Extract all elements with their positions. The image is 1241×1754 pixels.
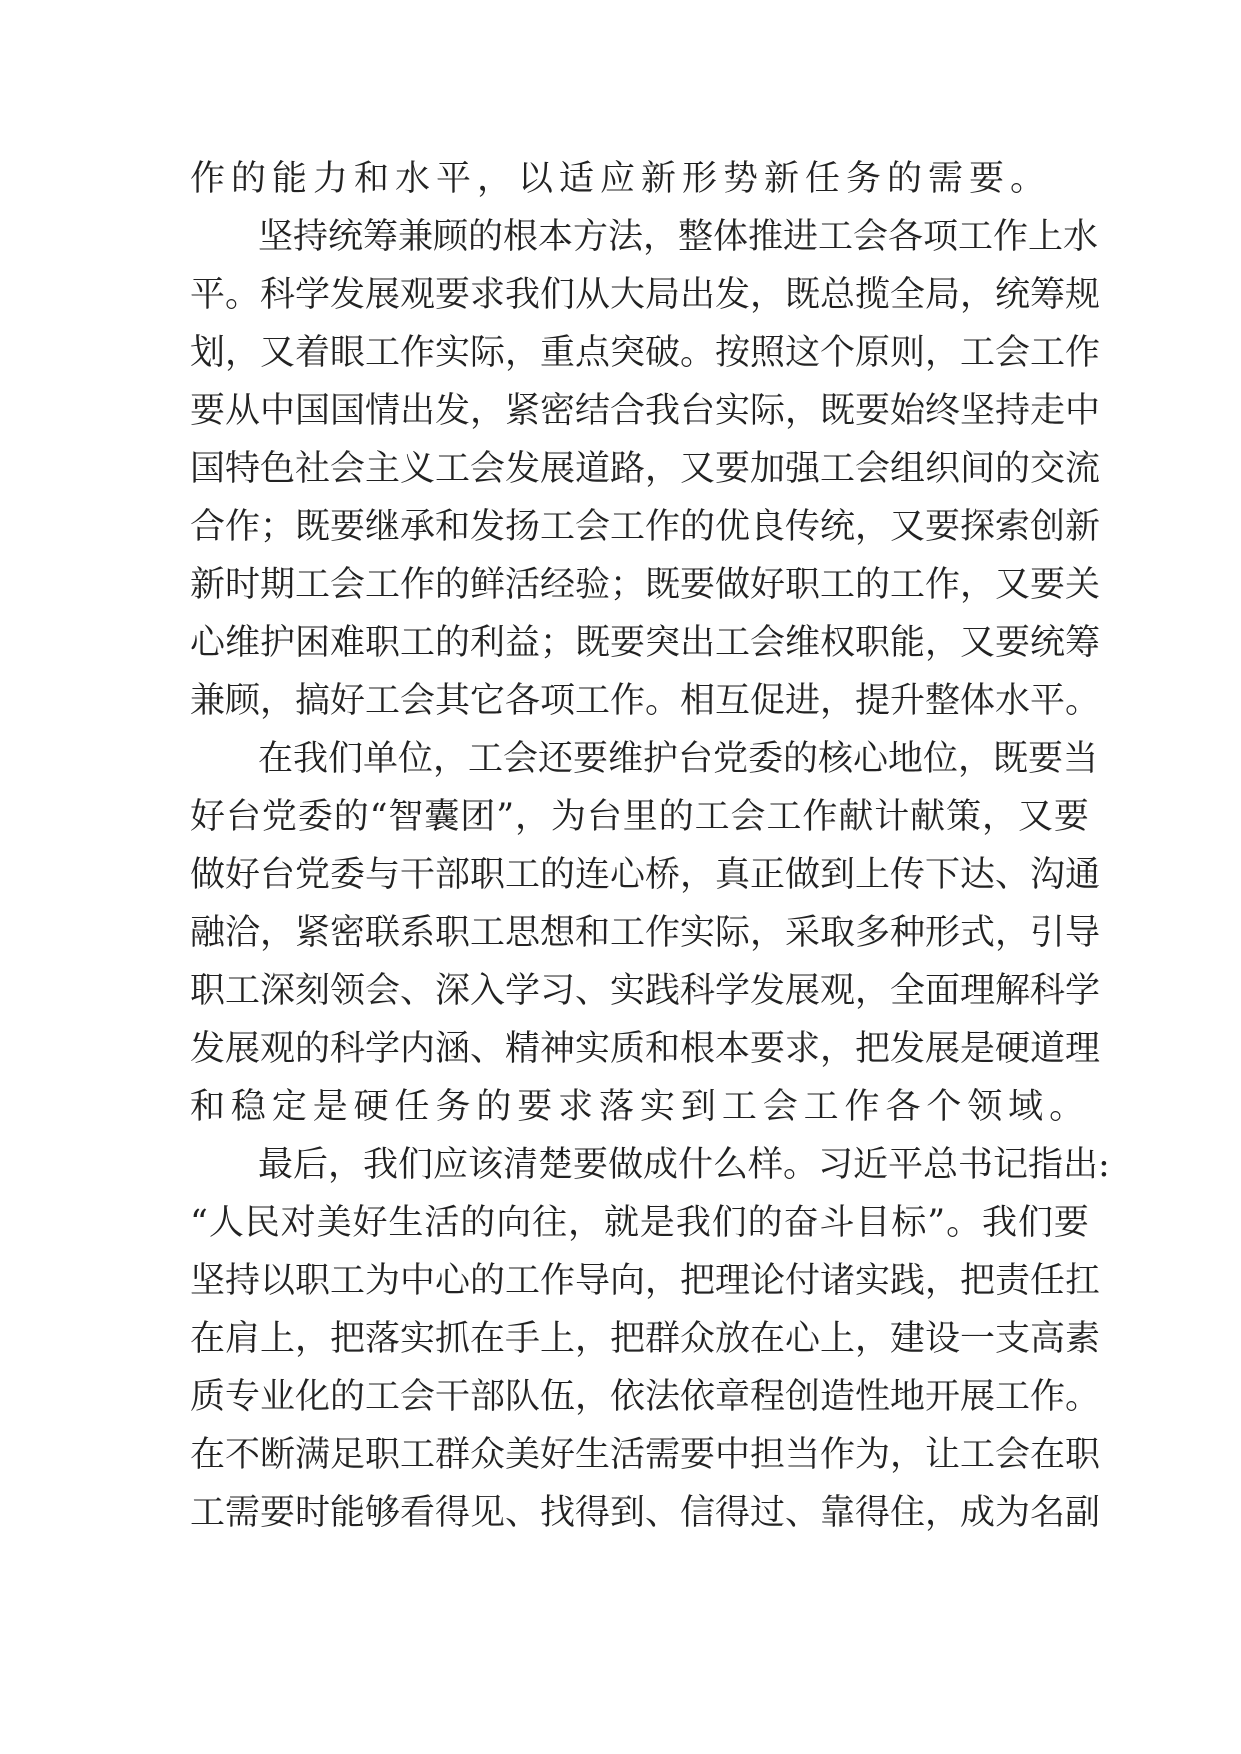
text-line: 和稳定是硬任务的要求落实到工会工作各个领域。 xyxy=(190,1087,1091,1127)
text-line: 最后，我们应该清楚要做成什么样。习近平总书记指出: xyxy=(258,1145,1110,1185)
text-line: 心维护困难职工的利益；既要突出工会维权职能，又要统筹 xyxy=(190,623,1101,663)
text-line: 好台党委的“智囊团”，为台里的工会工作献计献策，又要 xyxy=(190,797,1090,837)
text-line: 坚持以职工为中心的工作导向，把理论付诸实践，把责任扛 xyxy=(190,1261,1101,1301)
text-line: 兼顾，搞好工会其它各项工作。相互促进，提升整体水平。 xyxy=(190,681,1101,721)
text-line: 在我们单位，工会还要维护台党委的核心地位，既要当 xyxy=(258,739,1099,779)
text-line: 职工深刻领会、深入学习、实践科学发展观，全面理解科学 xyxy=(190,971,1101,1011)
text-line: 工需要时能够看得见、找得到、信得过、靠得住，成为名副 xyxy=(190,1493,1101,1533)
text-line: 划，又着眼工作实际，重点突破。按照这个原则，工会工作 xyxy=(190,333,1101,373)
text-line: 合作；既要继承和发扬工会工作的优良传统，又要探索创新 xyxy=(190,507,1101,547)
text-line: 新时期工会工作的鲜活经验；既要做好职工的工作，又要关 xyxy=(190,565,1101,605)
text-line: 平。科学发展观要求我们从大局出发，既总揽全局，统筹规 xyxy=(190,275,1101,315)
text-line: 作的能力和水平，以适应新形势新任务的需要。 xyxy=(190,159,1052,199)
text-line: 国特色社会主义工会发展道路，又要加强工会组织间的交流 xyxy=(190,449,1101,489)
text-line: 在肩上，把落实抓在手上，把群众放在心上，建设一支高素 xyxy=(190,1319,1101,1359)
text-line: 在不断满足职工群众美好生活需要中担当作为，让工会在职 xyxy=(190,1435,1101,1475)
text-line: 做好台党委与干部职工的连心桥，真正做到上传下达、沟通 xyxy=(190,855,1101,895)
text-line: “人民对美好生活的向往，就是我们的奋斗目标”。我们要 xyxy=(190,1203,1090,1243)
text-line: 质专业化的工会干部队伍，依法依章程创造性地开展工作。 xyxy=(190,1377,1101,1417)
text-line: 发展观的科学内涵、精神实质和根本要求，把发展是硬道理 xyxy=(190,1029,1101,1069)
text-line: 要从中国国情出发，紧密结合我台实际，既要始终坚持走中 xyxy=(190,391,1101,431)
body-text xyxy=(190,150,1110,1542)
text-line: 坚持统筹兼顾的根本方法，整体推进工会各项工作上水 xyxy=(258,217,1099,257)
text-line: 融洽，紧密联系职工思想和工作实际，采取多种形式，引导 xyxy=(190,913,1101,953)
